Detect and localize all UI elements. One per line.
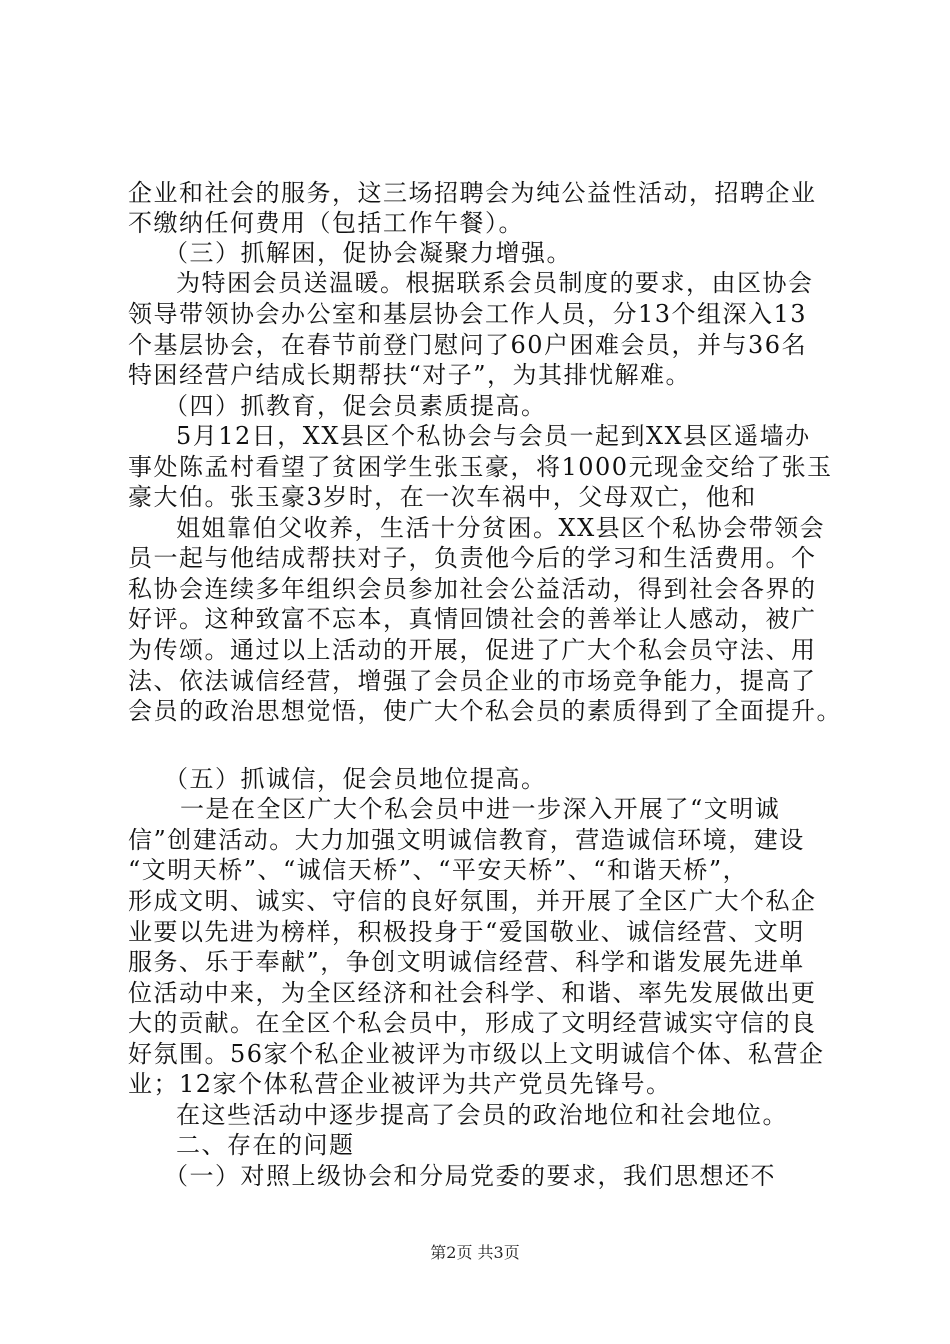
- text-line: 大的贡献。在全区个私会员中，形成了文明经营诚实守信的良: [128, 1009, 817, 1037]
- text-line: 5月12日，XX县区个私协会与会员一起到XX县区遥墙办: [176, 422, 811, 450]
- section-heading: （五）抓诚信，促会员地位提高。: [164, 765, 547, 793]
- text-line: 法、依法诚信经营，增强了会员企业的市场竞争能力，提高了: [128, 667, 817, 695]
- text-line: 为传颂。通过以上活动的开展，促进了广大个私会员守法、用: [128, 636, 817, 664]
- text-line: 一是在全区广大个私会员中进一步深入开展了“文明诚: [180, 795, 781, 823]
- text-line: 业；12家个体私营企业被评为共产党员先锋号。: [128, 1070, 672, 1098]
- text-line: 业要以先进为榜样，积极投身于“爱国敬业、诚信经营、文明: [128, 918, 805, 946]
- text-line: “文明天桥”、“诚信天桥”、“平安天桥”、“和谐天桥”，: [128, 856, 749, 884]
- text-line: 形成文明、诚实、守信的良好氛围，并开展了全区广大个私企: [128, 887, 817, 915]
- section-heading: （三）抓解困，促协会凝聚力增强。: [164, 239, 572, 267]
- text-line: 会员的政治思想觉悟，使广大个私会员的素质得到了全面提升。: [128, 697, 842, 725]
- text-line: 好氛围。56家个私企业被评为市级以上文明诚信个体、私营企: [128, 1040, 825, 1068]
- text-line: 员一起与他结成帮扶对子，负责他今后的学习和生活费用。个: [128, 544, 817, 572]
- text-line: 个基层协会，在春节前登门慰问了60户困难会员，并与36名: [128, 331, 808, 359]
- text-line: 服务、乐于奉献”，争创文明诚信经营、科学和谐发展先进单: [128, 948, 805, 976]
- text-line: 私协会连续多年组织会员参加社会公益活动，得到社会各界的: [128, 575, 817, 603]
- section-heading: （四）抓教育，促会员素质提高。: [164, 392, 547, 420]
- text-line: 好评。这种致富不忘本，真情回馈社会的善举让人感动，被广: [128, 605, 817, 633]
- text-line: 为特困会员送温暖。根据联系会员制度的要求，由区协会: [176, 269, 814, 297]
- text-line: 豪大伯。张玉豪3岁时，在一次车祸中，父母双亡，他和: [128, 483, 757, 511]
- text-line: 不缴纳任何费用（包括工作午餐）。: [128, 209, 524, 237]
- page-number-footer: 第2页 共3页: [430, 1243, 520, 1262]
- text-line: 姐姐靠伯父收养，生活十分贫困。XX县区个私协会带领会: [176, 514, 826, 542]
- text-line: 特困经营户结成长期帮扶“对子”，为其排忧解难。: [128, 361, 692, 389]
- text-line: 位活动中来，为全区经济和社会科学、和谐、率先发展做出更: [128, 979, 817, 1007]
- text-line: 企业和社会的服务，这三场招聘会为纯公益性活动，招聘企业: [128, 179, 817, 207]
- text-line: 信”创建活动。大力加强文明诚信教育，营造诚信环境，建设: [128, 826, 805, 854]
- text-line: 事处陈孟村看望了贫困学生张玉豪，将1000元现金交给了张玉: [128, 453, 833, 481]
- text-line: 领导带领协会办公室和基层协会工作人员，分13个组深入13: [128, 300, 808, 328]
- text-line: （一）对照上级协会和分局党委的要求，我们思想还不: [164, 1162, 776, 1190]
- text-line: 在这些活动中逐步提高了会员的政治地位和社会地位。: [176, 1101, 788, 1129]
- section-heading: 二、存在的问题: [176, 1131, 355, 1159]
